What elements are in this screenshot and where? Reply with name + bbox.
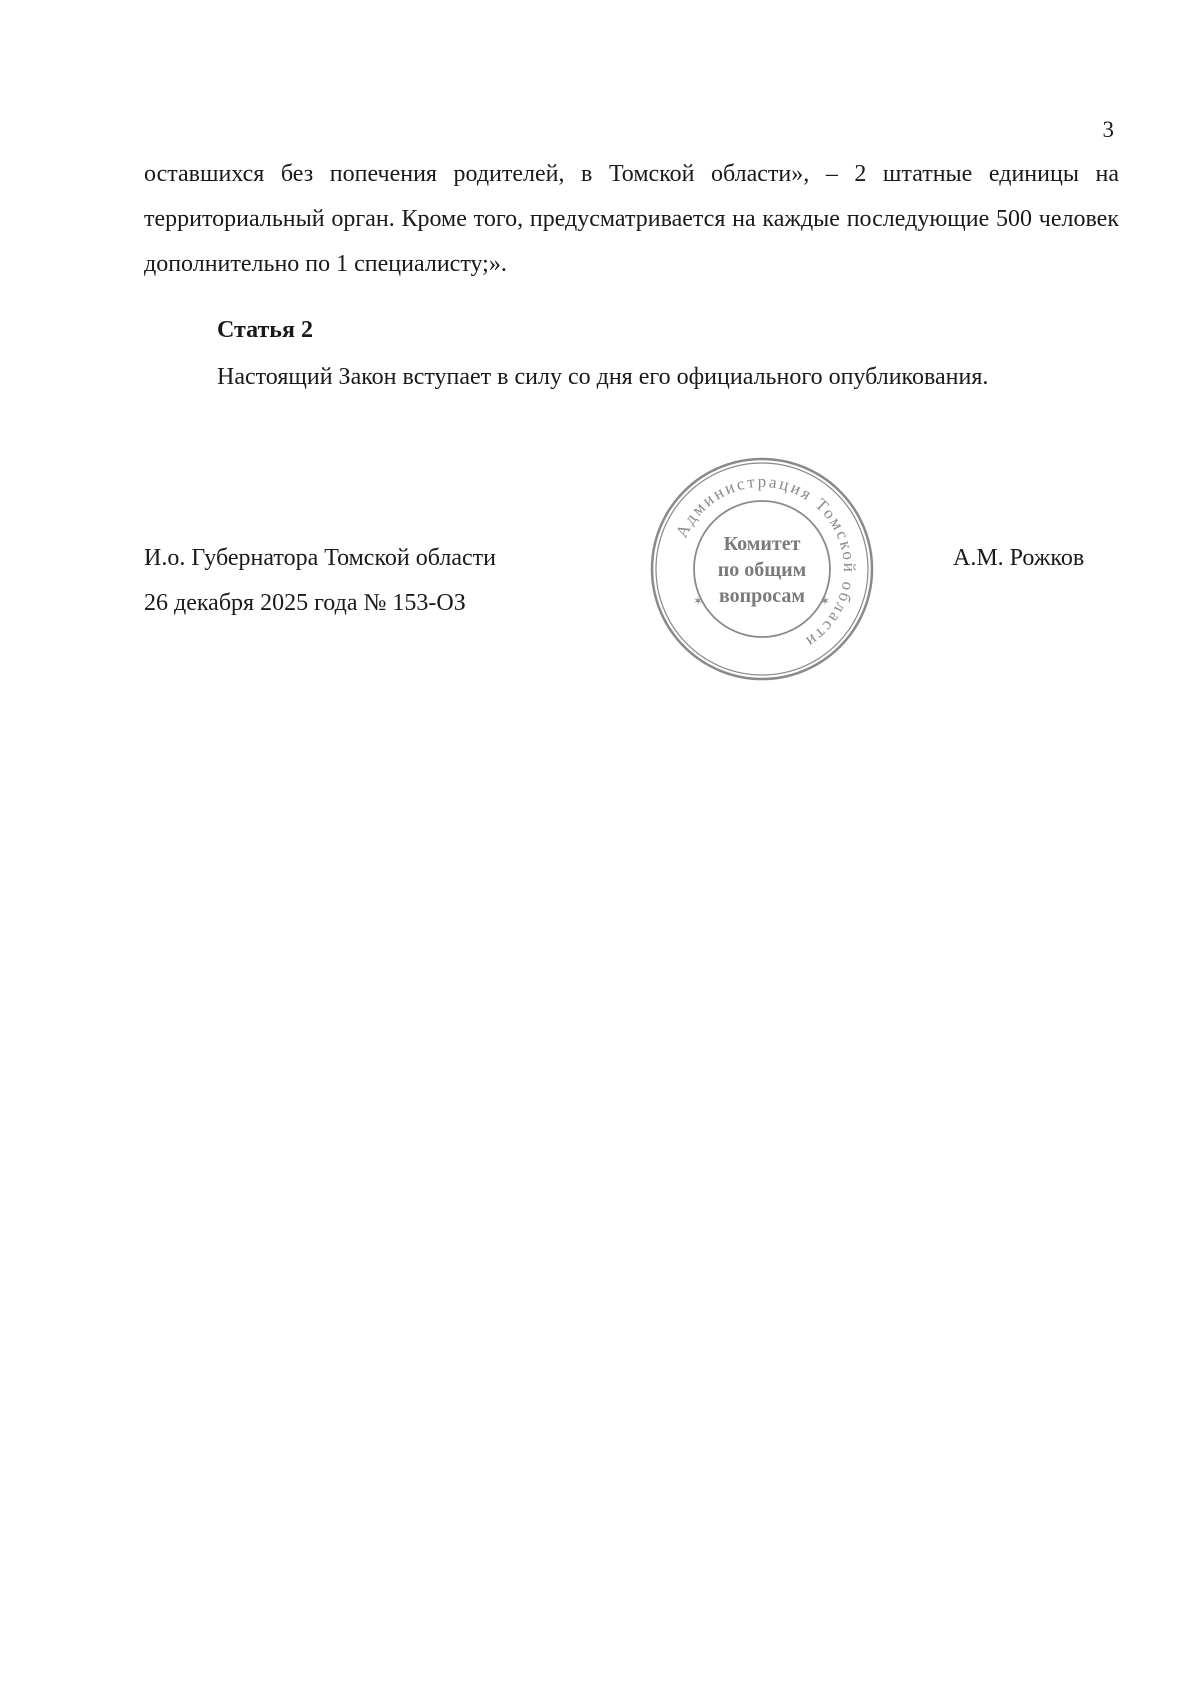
law-date-number: 26 декабря 2025 года № 153-ОЗ bbox=[144, 590, 466, 616]
article-heading: Статья 2 bbox=[217, 317, 313, 343]
stamp-center-line-3: вопросам bbox=[718, 585, 806, 607]
signer-name: А.М. Рожков bbox=[953, 545, 1085, 571]
stamp-seal-icon bbox=[648, 455, 876, 683]
article-text: Настоящий Закон вступает в силу со дня его официального опубликования. bbox=[217, 364, 989, 390]
signer-title: И.о. Губернатора Томской области bbox=[144, 545, 496, 571]
stamp-ring-text: Администрация Томской области bbox=[672, 471, 860, 653]
body-paragraph: оставшихся без попечения родителей, в Томской области», – 2 штатные единицы на территориальный орган. Кроме того, предусматривается на каждые последующие 500 человек дополнительно по 1 специалисту;». bbox=[144, 161, 1119, 277]
official-stamp bbox=[648, 455, 876, 683]
svg-text:✶: ✶ bbox=[820, 594, 831, 608]
page-number: 3 bbox=[1102, 117, 1114, 142]
svg-text:✶: ✶ bbox=[693, 594, 704, 608]
stamp-center-line-2: по общим bbox=[717, 559, 807, 581]
stamp-center-line-1: Комитет bbox=[723, 533, 801, 555]
